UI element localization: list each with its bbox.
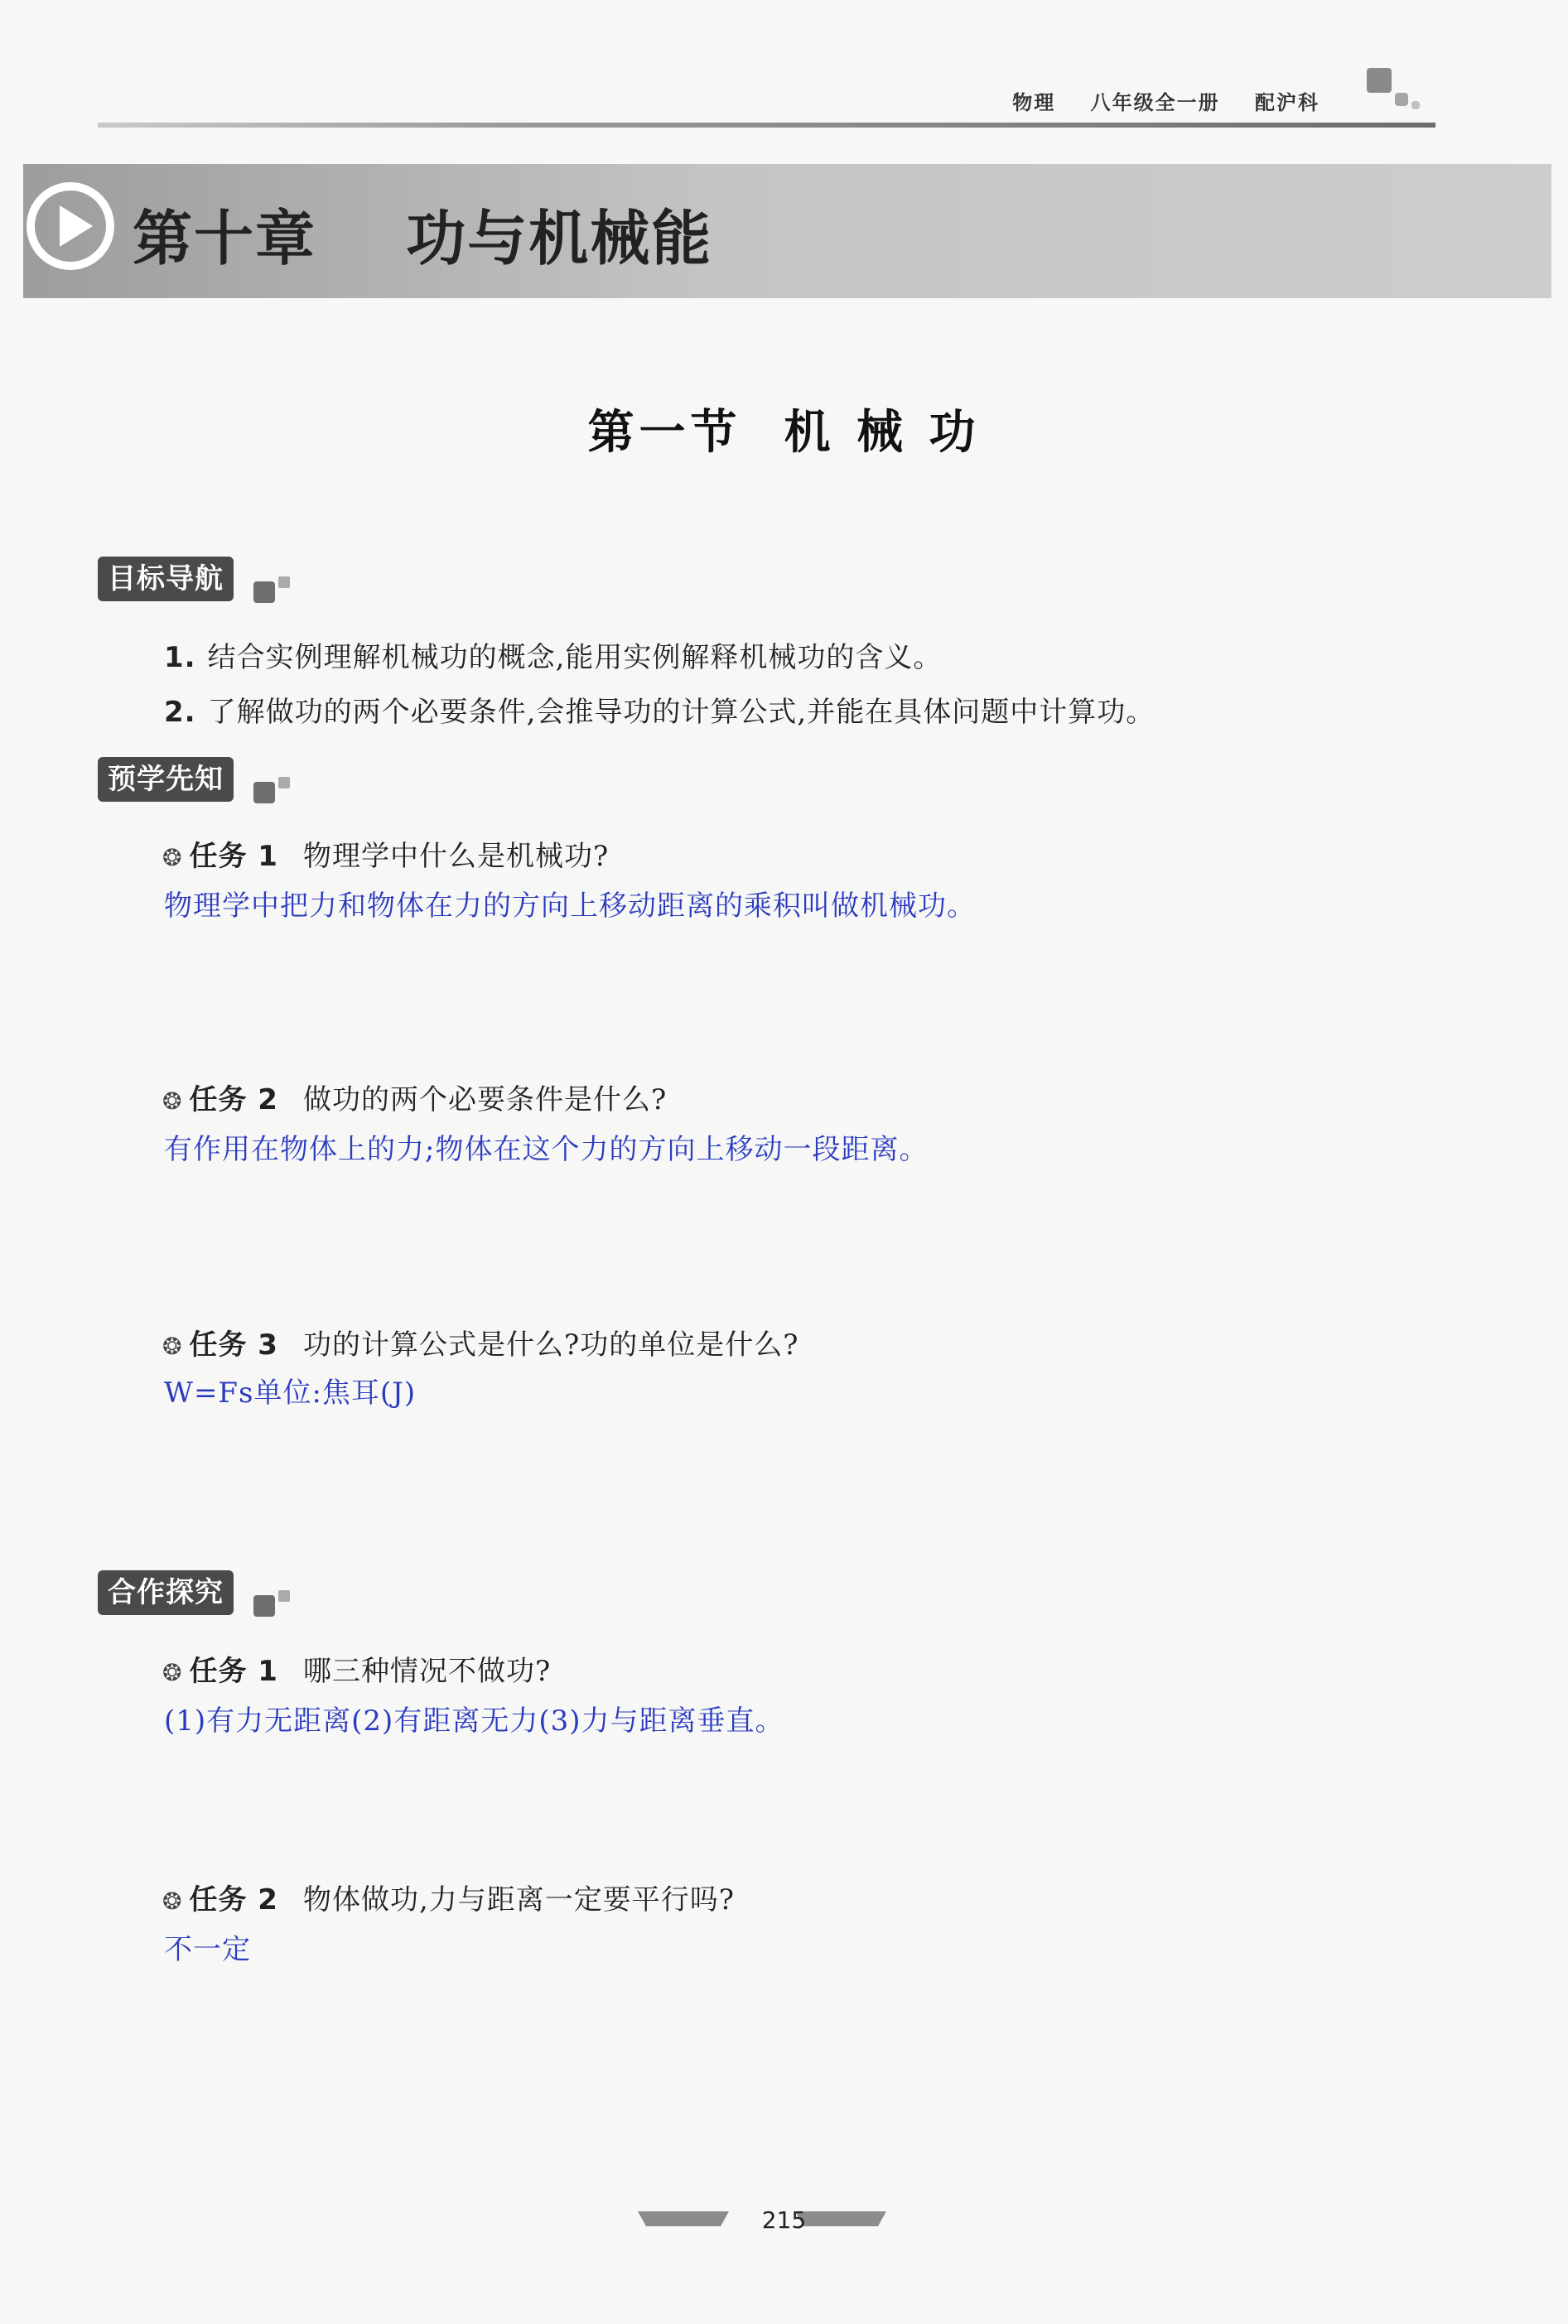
objective-item xyxy=(164,689,1155,730)
preview-answer-2: 有作用在物体上的力;物体在这个力的方向上移动一段距离。 xyxy=(164,1133,929,1166)
header-decor-squares xyxy=(1358,68,1433,118)
explore-label: 合作探究 xyxy=(98,1570,234,1615)
task-question: 物理学中什么是机械功? xyxy=(302,840,610,873)
play-circle-icon xyxy=(25,181,116,272)
label-decor-squares xyxy=(253,1589,303,1622)
flower-bullet-icon: ❂ xyxy=(162,844,183,871)
preview-label: 预学先知 xyxy=(98,757,234,802)
task-name: 任务 1 xyxy=(189,840,278,873)
task-name: 任务 2 xyxy=(189,1083,278,1116)
task-name: 任务 2 xyxy=(189,1883,278,1917)
explore-answer-1: (1)有力无距离(2)有距离无力(3)力与距离垂直。 xyxy=(164,1704,784,1738)
task-question: 功的计算公式是什么?功的单位是什么? xyxy=(302,1328,799,1362)
objective-num: 2. xyxy=(164,696,196,729)
header-edition: 配沪科 xyxy=(1255,91,1320,114)
flower-bullet-icon: ❂ xyxy=(162,1659,183,1686)
objectives-label: 目标导航 xyxy=(98,557,234,601)
label-decor-squares xyxy=(253,575,303,608)
objective-text: 结合实例理解机械功的概念,能用实例解释机械功的含义。 xyxy=(207,641,943,674)
task-question: 做功的两个必要条件是什么? xyxy=(302,1083,668,1116)
explore-answer-2: 不一定 xyxy=(164,1933,251,1966)
page-number: 215 xyxy=(761,2206,807,2234)
running-header xyxy=(986,86,1320,115)
chapter-title: 第十章 功与机械能 xyxy=(133,204,713,273)
flower-bullet-icon: ❂ xyxy=(162,1888,183,1915)
flower-bullet-icon: ❂ xyxy=(162,1087,183,1115)
objective-item xyxy=(164,634,942,675)
preview-task-3 xyxy=(162,1322,798,1362)
section-title: 第一节 机 械 功 xyxy=(587,406,981,460)
task-question: 物体做功,力与距离一定要平行吗? xyxy=(302,1883,736,1917)
preview-answer-1: 物理学中把力和物体在力的方向上移动距离的乘积叫做机械功。 xyxy=(164,890,976,923)
preview-task-2 xyxy=(162,1077,667,1117)
header-grade: 八年级全一册 xyxy=(1090,91,1220,114)
task-question: 哪三种情况不做功? xyxy=(302,1655,552,1688)
header-rule xyxy=(98,123,1435,128)
header-subject: 物理 xyxy=(1012,91,1056,114)
task-name: 任务 3 xyxy=(189,1328,278,1362)
task-name: 任务 1 xyxy=(189,1655,278,1688)
preview-answer-3: W=Fs单位:焦耳(J) xyxy=(164,1377,417,1410)
objective-text: 了解做功的两个必要条件,会推导功的计算公式,并能在具体问题中计算功。 xyxy=(207,696,1155,729)
explore-task-1 xyxy=(162,1648,551,1689)
objective-num: 1. xyxy=(164,641,196,674)
flower-bullet-icon: ❂ xyxy=(162,1333,183,1360)
label-decor-squares xyxy=(253,775,303,808)
explore-task-2 xyxy=(162,1877,735,1917)
preview-task-1 xyxy=(162,833,609,874)
